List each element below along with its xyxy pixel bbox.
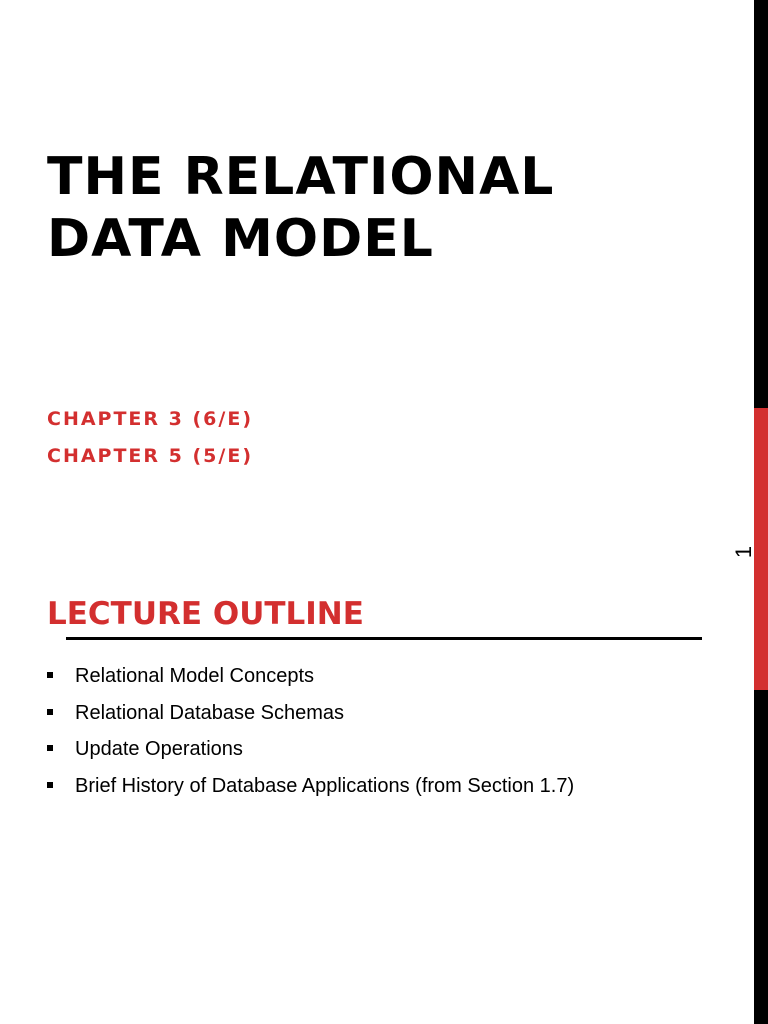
list-item-label: Brief History of Database Applications (from Section 1.7) (75, 774, 575, 797)
list-item-label: Update Operations (75, 738, 243, 760)
list-item-label: Relational Model Concepts (75, 665, 315, 687)
list-item (47, 770, 707, 807)
right-edge-accent (754, 408, 768, 690)
list-item (47, 697, 707, 734)
list-item-label: Relational Database Schemas (75, 701, 345, 724)
square-bullet-icon (47, 782, 53, 788)
square-bullet-icon (47, 745, 53, 751)
slide-title-line-2: DATA MODEL (47, 209, 434, 269)
outline-list (47, 660, 707, 806)
list-item (47, 733, 707, 770)
chapter-subtitle-1: CHAPTER 3 (6/E) (47, 408, 254, 430)
list-item (47, 660, 707, 697)
square-bullet-icon (47, 709, 53, 715)
chapter-subtitle-2: CHAPTER 5 (5/E) (47, 445, 254, 467)
page-number: 1 (731, 545, 756, 559)
slide-title-line-1: THE RELATIONAL (47, 147, 555, 207)
slide-title (47, 146, 687, 270)
square-bullet-icon (47, 672, 53, 678)
outline-heading: LECTURE OUTLINE (47, 596, 364, 632)
heading-divider (66, 637, 702, 640)
